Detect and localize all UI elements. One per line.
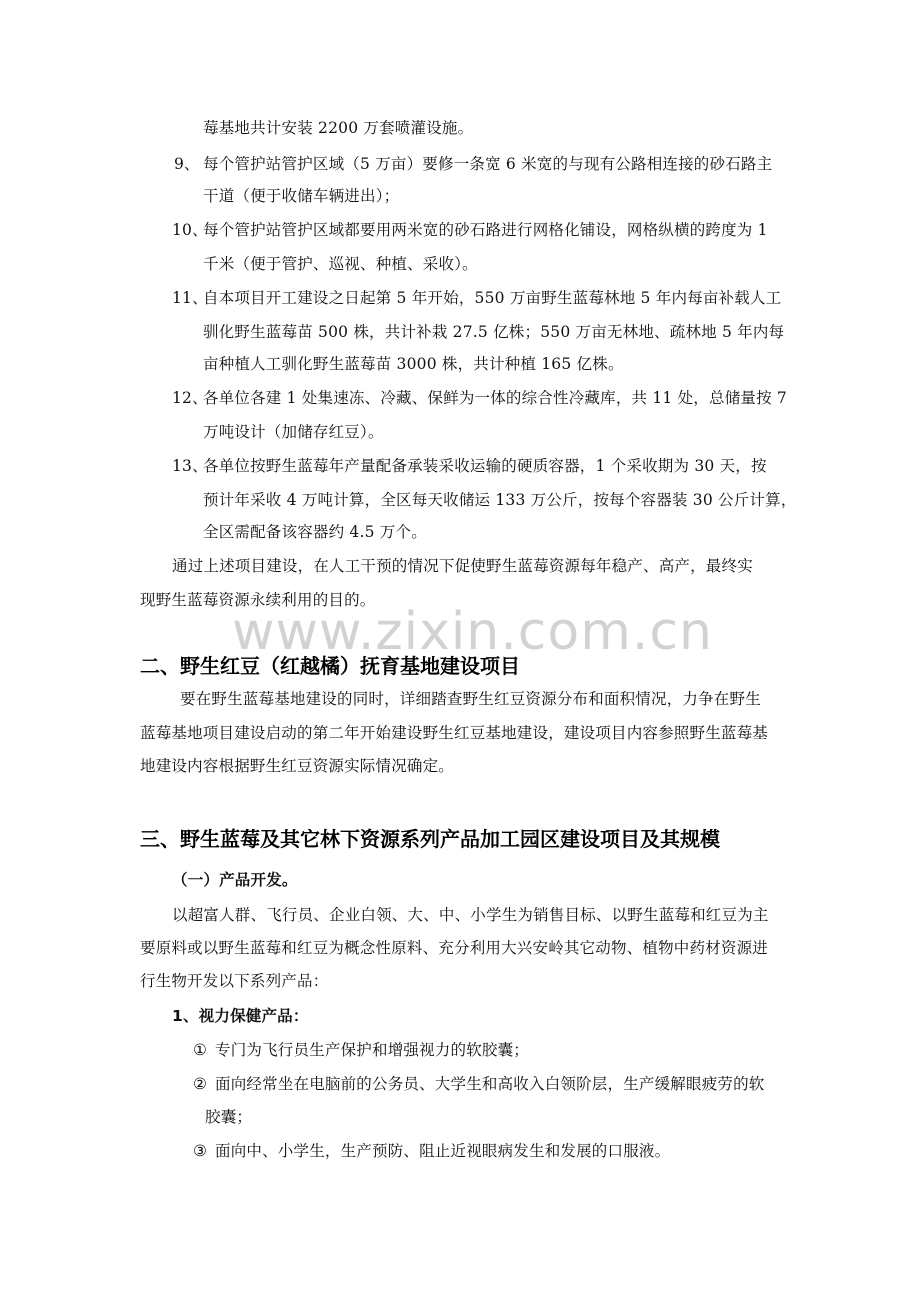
item-11-line-3: 亩种植人工驯化野生蓝莓苗 3000 株，共计种植 165 亿株。 xyxy=(203,355,624,373)
product-2-mark: ② xyxy=(193,1075,208,1093)
item-continuation-line: 莓基地共计安装 2200 万套喷灌设施。 xyxy=(203,119,474,137)
item-10-number: 10、 xyxy=(172,221,208,239)
item-9-line-2: 干道（便于收储车辆进出）； xyxy=(203,187,400,205)
item-13-line-2: 预计年采收 4 万吨计算，全区每天收储运 133 万公斤，按每个容器装 30 公斤计算， xyxy=(203,491,797,509)
product-2-line-2: 胶囊； xyxy=(205,1108,253,1126)
section-3-para-line-1: 以超富人群、飞行员、企业白领、大、中、小学生为销售目标、以野生蓝莓和红豆为主 xyxy=(172,906,769,924)
summary-line-2: 现野生蓝莓资源永续利用的目的。 xyxy=(140,591,376,609)
summary-line-1: 通过上述项目建设，在人工干预的情况下促使野生蓝莓资源每年稳产、高产，最终实 xyxy=(172,557,753,575)
section-2-para-line-3: 地建设内容根据野生红豆资源实际情况确定。 xyxy=(140,757,455,775)
item-11-line-2: 驯化野生蓝莓苗 500 株，共计补栽 27.5 亿株；550 万亩无林地、疏林地 5 年内每 xyxy=(203,323,785,341)
item-12-number: 12、 xyxy=(172,389,208,407)
item-10-line-1: 每个管护站管护区域都要用两米宽的砂石路进行网格化铺设，网格纵横的跨度为 1 xyxy=(203,221,768,239)
item-11-line-1: 自本项目开工建设之日起第 5 年开始，550 万亩野生蓝莓林地 5 年内每亩补载人工 xyxy=(203,289,782,307)
section-3-para-line-2: 要原料或以野生蓝莓和红豆为概念性原料、充分利用大兴安岭其它动物、植物中药材资源进 xyxy=(140,939,769,957)
item-13-line-1: 各单位按野生蓝莓年产量配备承装采收运输的硬质容器，1 个采收期为 30 天，按 xyxy=(203,457,767,475)
item-12-line-2: 万吨设计（加储存红豆）。 xyxy=(203,423,384,441)
product-heading: 1、视力保健产品： xyxy=(172,1007,309,1025)
section-2-heading: 二、野生红豆（红越橘）抚育基地建设项目 xyxy=(140,654,520,678)
product-3-line-1: 面向中、小学生，生产预防、阻止近视眼病发生和发展的口服液。 xyxy=(215,1142,671,1160)
watermark: www.zixin.com.cn xyxy=(232,602,713,662)
section-2-para-line-1: 要在野生蓝莓基地建设的同时，详细踏查野生红豆资源分布和面积情况，力争在野生 xyxy=(180,690,761,708)
item-13-line-3: 全区需配备该容器约 4.5 万个。 xyxy=(203,523,427,541)
section-3-para-line-3: 行生物开发以下系列产品： xyxy=(140,972,329,990)
item-13-number: 13、 xyxy=(172,457,208,475)
item-9-line-1: 每个管护站管护区域（5 万亩）要修一条宽 6 米宽的与现有公路相连接的砂石路主 xyxy=(203,155,773,173)
product-1-line-1: 专门为飞行员生产保护和增强视力的软胶囊； xyxy=(215,1041,530,1059)
product-1-mark: ① xyxy=(193,1041,208,1059)
section-3-heading: 三、野生蓝莓及其它林下资源系列产品加工园区建设项目及其规模 xyxy=(140,827,720,851)
product-3-mark: ③ xyxy=(193,1142,208,1160)
section-2-para-line-2: 蓝莓基地项目建设启动的第二年开始建设野生红豆基地建设，建设项目内容参照野生蓝莓基 xyxy=(140,724,769,742)
item-9-number: 9、 xyxy=(174,155,200,173)
product-2-line-1: 面向经常坐在电脑前的公务员、大学生和高收入白领阶层，生产缓解眼疲劳的软 xyxy=(215,1075,765,1093)
item-12-line-1: 各单位各建 1 处集速冻、冷藏、保鲜为一体的综合性冷藏库，共 11 处，总储量按 7 xyxy=(203,389,787,407)
section-3-subheading: （一）产品开发。 xyxy=(172,871,298,889)
item-11-number: 11、 xyxy=(172,289,208,307)
item-10-line-2: 千米（便于管护、巡视、种植、采收）。 xyxy=(203,255,478,273)
